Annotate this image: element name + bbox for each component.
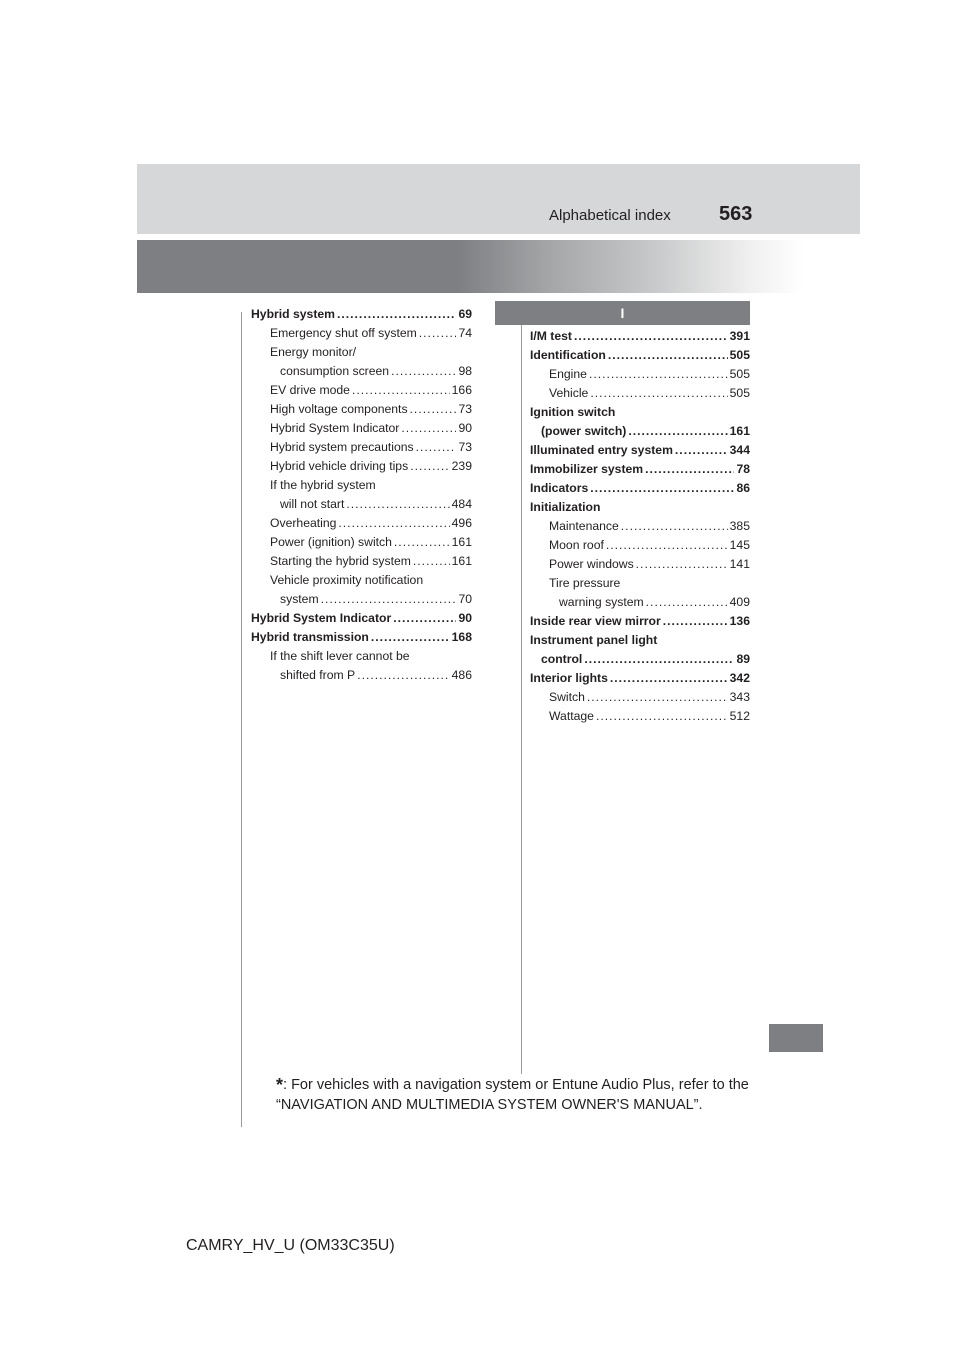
index-entry-label: control <box>541 652 583 666</box>
index-entry-page: 89 <box>736 652 750 666</box>
index-entry <box>530 517 750 536</box>
index-entry-label: warning system <box>559 595 644 609</box>
index-entry-label: Vehicle <box>549 386 589 400</box>
dot-leader <box>589 365 728 384</box>
dot-leader <box>401 419 456 438</box>
index-entry-label: Immobilizer system <box>530 462 644 476</box>
index-entry-page: 505 <box>729 367 750 381</box>
index-entry <box>251 362 472 381</box>
index-entry <box>251 400 472 419</box>
dot-leader <box>410 457 449 476</box>
index-entry-page: 78 <box>736 462 750 476</box>
index-entry <box>251 533 472 552</box>
index-entry-page: 70 <box>458 592 472 606</box>
index-entry-page: 98 <box>458 364 472 378</box>
dot-leader <box>646 593 728 612</box>
index-entry <box>251 343 472 362</box>
index-entry <box>530 669 750 688</box>
index-entry-page: 73 <box>458 440 472 454</box>
index-entry <box>530 327 750 346</box>
index-entry-page: 239 <box>451 459 472 473</box>
index-entry-label: Overheating <box>270 516 337 530</box>
index-entry <box>251 305 472 324</box>
index-entry-page: 505 <box>729 386 750 400</box>
index-entry <box>251 457 472 476</box>
index-entry <box>251 495 472 514</box>
footnote-marker: * <box>276 1075 284 1095</box>
index-entry-page: 136 <box>729 614 750 628</box>
index-entry-label: Moon roof <box>549 538 604 552</box>
index-entry-label: Hybrid System Indicator <box>270 421 400 435</box>
index-entry <box>251 628 472 647</box>
index-entry-page: 484 <box>451 497 472 511</box>
dot-leader <box>584 650 734 669</box>
dot-leader <box>337 305 456 324</box>
index-entry-page: 344 <box>729 443 750 457</box>
dot-leader <box>628 422 727 441</box>
index-entry <box>530 707 750 726</box>
dot-leader <box>590 479 734 498</box>
index-entry-label: Hybrid vehicle driving tips <box>270 459 409 473</box>
footnote <box>276 1075 756 1115</box>
dot-leader <box>610 669 728 688</box>
index-entry-label: Illuminated entry system <box>530 443 673 457</box>
index-entry <box>530 479 750 498</box>
index-entry <box>530 555 750 574</box>
index-entry <box>530 384 750 403</box>
index-entry-page: 161 <box>451 535 472 549</box>
dot-leader <box>391 362 456 381</box>
index-entry-page: 86 <box>736 481 750 495</box>
index-entry-page: 343 <box>729 690 750 704</box>
index-entry-page: 409 <box>729 595 750 609</box>
index-entry <box>251 609 472 628</box>
index-entry-label: If the shift lever cannot be <box>270 649 410 663</box>
dot-leader <box>394 533 450 552</box>
dot-leader <box>352 381 450 400</box>
index-entry <box>251 324 472 343</box>
index-entry-page: 512 <box>729 709 750 723</box>
dot-leader <box>606 536 728 555</box>
index-entry-page: 391 <box>729 329 750 343</box>
index-entry-label: Indicators <box>530 481 589 495</box>
page-number: 563 <box>719 203 753 225</box>
index-entry <box>530 422 750 441</box>
index-entry-page: 69 <box>458 307 472 321</box>
index-entry-label: Energy monitor/ <box>270 345 357 359</box>
index-entry <box>530 650 750 669</box>
section-letter-bar <box>495 301 750 325</box>
decorative-gradient-band <box>137 240 804 293</box>
dot-leader <box>608 346 728 365</box>
index-entry-page: 496 <box>451 516 472 530</box>
index-entry-label: Interior lights <box>530 671 608 685</box>
index-entry <box>530 365 750 384</box>
dot-leader <box>419 324 457 343</box>
dot-leader <box>321 590 457 609</box>
index-entry <box>251 419 472 438</box>
index-entry-page: 385 <box>729 519 750 533</box>
index-entry <box>530 631 750 650</box>
footer-model-code: CAMRY_HV_U (OM33C35U) <box>186 1237 395 1254</box>
dot-leader <box>636 555 728 574</box>
dot-leader <box>416 438 457 457</box>
index-entry-label: Maintenance <box>549 519 619 533</box>
index-entry-label: (power switch) <box>541 424 627 438</box>
section-letter: I <box>620 305 625 321</box>
dot-leader <box>663 612 728 631</box>
dot-leader <box>596 707 728 726</box>
index-entry-label: Ignition switch <box>530 405 616 419</box>
index-entry-label: shifted from P <box>280 668 356 682</box>
dot-leader <box>587 688 728 707</box>
index-entry <box>251 476 472 495</box>
index-entry-page: 141 <box>729 557 750 571</box>
index-entry <box>251 666 472 685</box>
index-entry-page: 145 <box>729 538 750 552</box>
index-entry <box>251 552 472 571</box>
dot-leader <box>645 460 734 479</box>
column-divider-middle <box>521 312 522 1074</box>
index-entry-page: 73 <box>458 402 472 416</box>
index-column-left <box>251 305 472 685</box>
index-entry-label: Hybrid system <box>251 307 335 321</box>
index-entry-label: Initialization <box>530 500 601 514</box>
index-entry-label: Hybrid transmission <box>251 630 369 644</box>
index-entry-page: 90 <box>458 611 472 625</box>
index-entry-page: 161 <box>729 424 750 438</box>
index-entry-label: Switch <box>549 690 585 704</box>
index-entry-page: 342 <box>729 671 750 685</box>
index-entry-label: Power (ignition) switch <box>270 535 392 549</box>
dot-leader <box>346 495 449 514</box>
index-entry <box>251 381 472 400</box>
chapter-side-tab <box>769 1024 823 1052</box>
index-entry-label: consumption screen <box>280 364 390 378</box>
index-entry <box>530 688 750 707</box>
index-entry-label: Identification <box>530 348 606 362</box>
index-entry <box>530 536 750 555</box>
index-entry-label: Hybrid System Indicator <box>251 611 392 625</box>
index-entry-page: 486 <box>451 668 472 682</box>
index-entry-label: will not start <box>280 497 345 511</box>
index-entry <box>251 514 472 533</box>
index-entry-label: Wattage <box>549 709 594 723</box>
index-entry-label: EV drive mode <box>270 383 350 397</box>
index-entry-page: 166 <box>451 383 472 397</box>
index-entry-label: Emergency shut off system <box>270 326 417 340</box>
index-entry-label: Engine <box>549 367 587 381</box>
index-entry-page: 505 <box>729 348 750 362</box>
index-entry-label: Starting the hybrid system <box>270 554 411 568</box>
index-entry-page: 74 <box>458 326 472 340</box>
index-entry <box>530 441 750 460</box>
index-entry <box>530 574 750 593</box>
index-entry <box>251 438 472 457</box>
dot-leader <box>413 552 450 571</box>
index-column-right <box>530 327 750 726</box>
page-title: Alphabetical index <box>549 207 671 224</box>
index-entry <box>530 403 750 422</box>
dot-leader <box>621 517 728 536</box>
index-entry <box>530 612 750 631</box>
index-entry <box>530 498 750 517</box>
dot-leader <box>357 666 449 685</box>
column-divider-left <box>241 312 242 1127</box>
dot-leader <box>675 441 728 460</box>
dot-leader <box>371 628 450 647</box>
index-entry-label: Tire pressure <box>549 576 621 590</box>
dot-leader <box>393 609 456 628</box>
index-entry-label: Instrument panel light <box>530 633 658 647</box>
index-entry-label: Power windows <box>549 557 634 571</box>
index-entry-label: High voltage components <box>270 402 408 416</box>
index-entry <box>530 593 750 612</box>
dot-leader <box>338 514 449 533</box>
index-entry-label: Vehicle proximity notification <box>270 573 424 587</box>
dot-leader <box>590 384 727 403</box>
index-entry <box>251 571 472 590</box>
index-entry-label: Hybrid system precautions <box>270 440 414 454</box>
dot-leader <box>410 400 457 419</box>
index-entry-label: I/M test <box>530 329 572 343</box>
dot-leader <box>574 327 728 346</box>
index-entry <box>530 460 750 479</box>
index-entry <box>251 647 472 666</box>
footnote-text: : For vehicles with a navigation system or Entune Audio Plus, refer to the “NAVIGATION AND MULTIMEDIA SYSTEM OWNER'S MANUAL”. <box>276 1077 749 1113</box>
index-entry-label: system <box>280 592 319 606</box>
index-entry-page: 161 <box>451 554 472 568</box>
index-entry <box>530 346 750 365</box>
index-entry-label: Inside rear view mirror <box>530 614 661 628</box>
index-entry-page: 90 <box>458 421 472 435</box>
index-entry <box>251 590 472 609</box>
index-entry-label: If the hybrid system <box>270 478 376 492</box>
index-entry-page: 168 <box>451 630 472 644</box>
